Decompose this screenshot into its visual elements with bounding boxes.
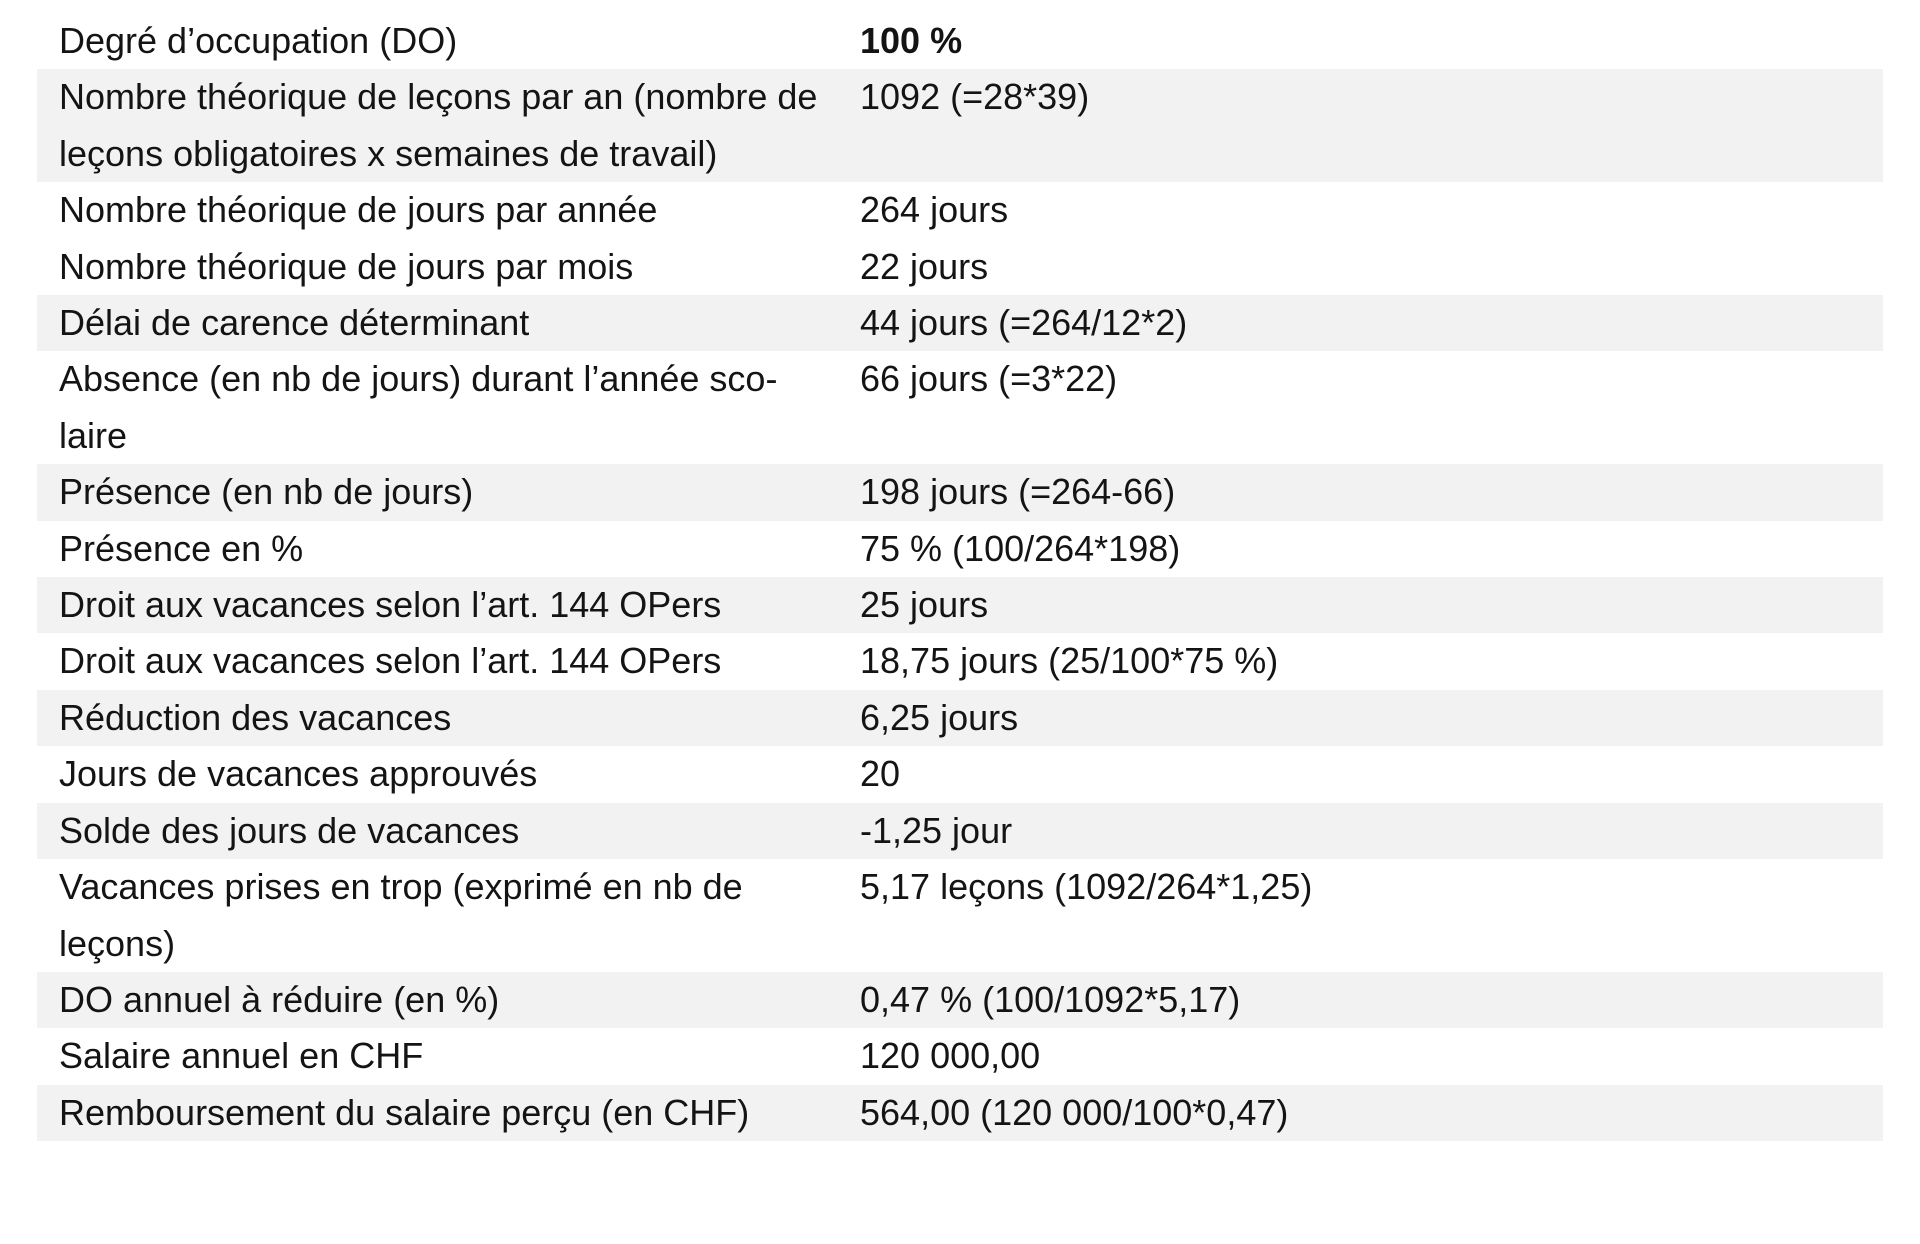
row-value: 5,17 leçons (1092/264*1,25) [860, 866, 1313, 908]
row-value: 6,25 jours [860, 696, 1019, 738]
row-label: Vacances prises en trop (exprimé en nb de leçons) [59, 866, 743, 964]
row-label: Degré d’occupation (DO) [59, 20, 458, 61]
row-value: 22 jours [860, 245, 989, 287]
row-label: Absence (en nb de jours) durant l’année sco-laire [59, 358, 778, 456]
row-label: Présence en % [59, 527, 304, 569]
table-row [37, 13, 1883, 69]
row-value: 100 % [860, 20, 963, 61]
table-row [37, 577, 1883, 633]
row-label: Jours de vacances approuvés [59, 753, 538, 795]
row-label: Salaire annuel en CHF [59, 1035, 424, 1077]
row-value: 66 jours (=3*22) [860, 358, 1118, 400]
table-row [37, 521, 1883, 577]
row-label: Délai de carence déterminant [59, 302, 530, 344]
row-label: Nombre théorique de jours par mois [59, 245, 634, 287]
row-value: 1092 (=28*39) [860, 76, 1090, 118]
table-row [37, 351, 1883, 464]
table-row [37, 1028, 1883, 1084]
row-label: Nombre théorique de leçons par an (nombre de leçons obligatoires x semaines de travail) [59, 76, 818, 174]
row-label: Droit aux vacances selon l’art. 144 OPers [59, 584, 722, 626]
row-label: Solde des jours de vacances [59, 809, 520, 851]
row-value: 120 000,00 [860, 1035, 1041, 1077]
table-row [37, 295, 1883, 351]
row-value: 264 jours [860, 189, 1009, 231]
vacation-calculation-table [37, 13, 1883, 1141]
row-value: 25 jours [860, 584, 989, 626]
row-label: Nombre théorique de jours par année [59, 189, 658, 231]
table-row [37, 690, 1883, 746]
row-label: DO annuel à réduire (en %) [59, 978, 500, 1020]
table-row [37, 239, 1883, 295]
table-row [37, 633, 1883, 689]
table-row [37, 69, 1883, 182]
row-value: 18,75 jours (25/100*75 %) [860, 640, 1279, 682]
row-label: Remboursement du salaire perçu (en CHF) [59, 1091, 750, 1133]
table-row [37, 859, 1883, 972]
table-row [37, 464, 1883, 520]
row-label: Réduction des vacances [59, 696, 452, 738]
row-value: 0,47 % (100/1092*5,17) [860, 978, 1241, 1020]
table-row [37, 746, 1883, 802]
row-value: 198 jours (=264-66) [860, 471, 1176, 513]
table-row [37, 182, 1883, 238]
table-row [37, 803, 1883, 859]
row-value: 564,00 (120 000/100*0,47) [860, 1091, 1289, 1133]
row-value: -1,25 jour [860, 809, 1013, 851]
row-value: 20 [860, 753, 901, 795]
row-value: 75 % (100/264*198) [860, 527, 1181, 569]
row-label: Droit aux vacances selon l’art. 144 OPers [59, 640, 722, 682]
row-value: 44 jours (=264/12*2) [860, 302, 1188, 344]
table-row [37, 1085, 1883, 1141]
row-label: Présence (en nb de jours) [59, 471, 474, 513]
table-row [37, 972, 1883, 1028]
